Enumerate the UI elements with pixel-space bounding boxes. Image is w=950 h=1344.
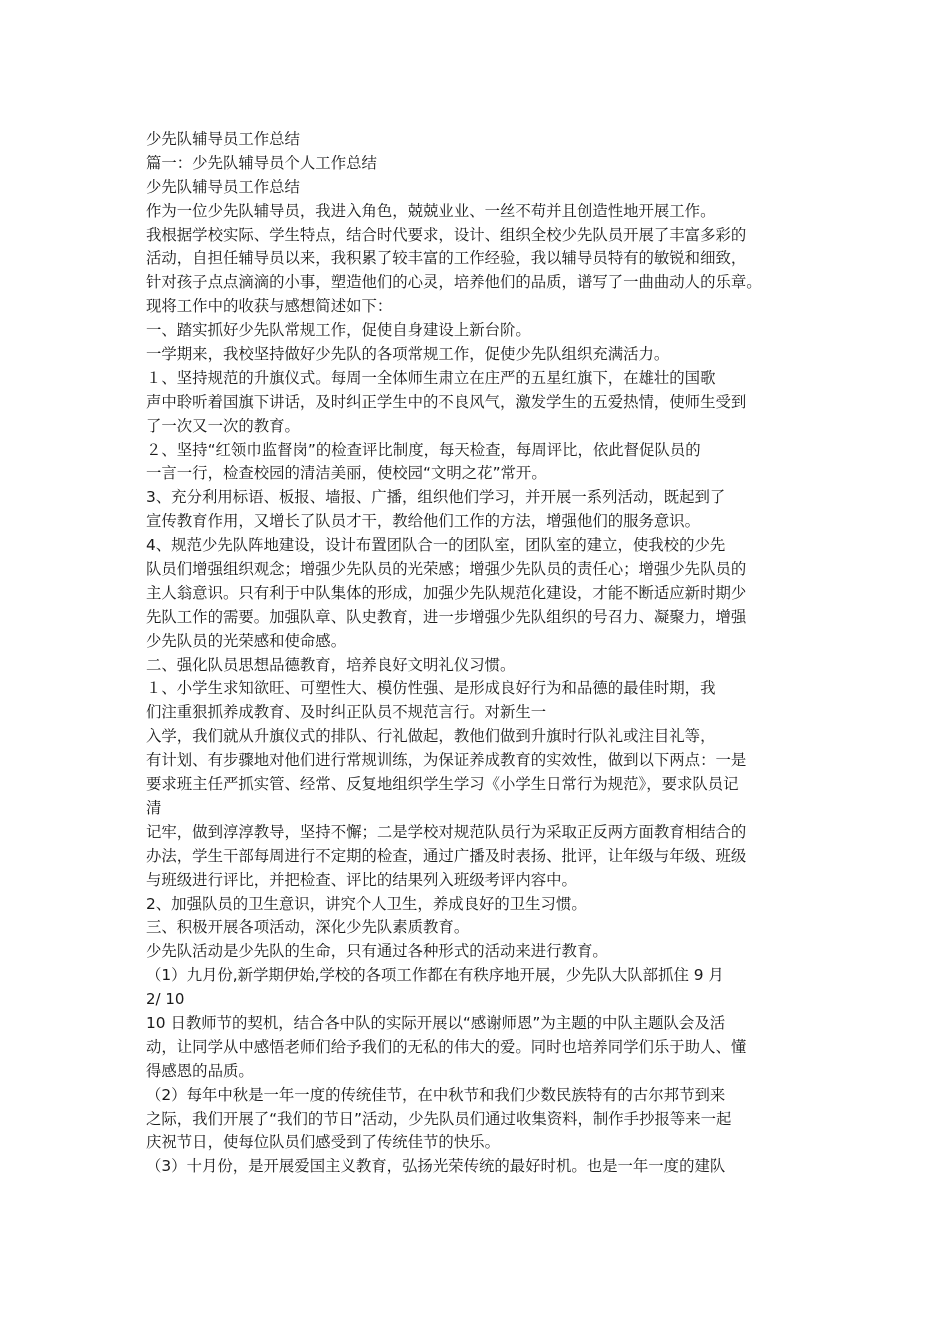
text-line: 入学，我们就从升旗仪式的排队、行礼做起，教他们做到升旗时行队礼或注目礼等， (146, 727, 716, 746)
text-line: 得感恩的品质。 (146, 1061, 254, 1080)
text-line: 清 (146, 798, 162, 817)
text-line: 记牢，做到淳淳教导，坚持不懈；二是学校对规范队员行为采取正反两方面教育相结合的 (146, 822, 747, 841)
section-heading: 篇一：少先队辅导员个人工作总结 (146, 153, 377, 172)
text-line: 活动，自担任辅导员以来，我积累了较丰富的工作经验，我以辅导员特有的敏锐和细致， (146, 249, 747, 268)
text-line: 2、加强队员的卫生意识，讲究个人卫生，养成良好的卫生习惯。 (146, 894, 587, 913)
text-line: 针对孩子点点滴滴的小事，塑造他们的心灵，培养他们的品质，谱写了一曲曲动人的乐章。 (146, 273, 762, 292)
section-heading: 一、踏实抓好少先队常规工作，促使自身建设上新台阶。 (146, 321, 531, 340)
text-line: 主人翁意识。只有利于中队集体的形成，加强少先队规范化建设，才能不断适应新时期少 (146, 583, 747, 602)
text-line: 作为一位少先队辅导员，我进入角色，兢兢业业、一丝不苟并且创造性地开展工作。 (146, 201, 716, 220)
text-line: 4、规范少先队阵地建设，设计布置团队合一的团队室，团队室的建立，使我校的少先 (146, 536, 726, 555)
text-line: １、坚持规范的升旗仪式。每周一全体师生肃立在庄严的五星红旗下，在雄壮的国歌 (146, 368, 716, 387)
text-line: １、小学生求知欲旺、可塑性大、模仿性强、是形成良好行为和品德的最佳时期，我 (146, 679, 716, 698)
document-title: 少先队辅导员工作总结 (146, 130, 300, 148)
text-line: 之际，我们开展了“我们的节日”活动，少先队员们通过收集资料，制作手抄报等来一起 (146, 1109, 732, 1128)
text-line: 宣传教育作用，又增长了队员才干，教给他们工作的方法，增强他们的服务意识。 (146, 512, 701, 531)
text-line: 一学期来，我校坚持做好少先队的各项常规工作，促使少先队组织充满活力。 (146, 345, 670, 364)
text-line: 少先队员的光荣感和使命感。 (146, 631, 347, 650)
text-line: 办法，学生干部每周进行不定期的检查，通过广播及时表扬、批评，让年级与年级、班级 (146, 846, 747, 865)
section-heading: 三、积极开展各项活动，深化少先队素质教育。 (146, 918, 470, 937)
text-line: 现将工作中的收获与感想简述如下： (146, 297, 393, 316)
text-line: 有计划、有步骤地对他们进行常规训练，为保证养成教育的实效性，做到以下两点：一是 (146, 751, 747, 770)
text-line: 们注重狠抓养成教育、及时纠正队员不规范言行。对新生一 (146, 703, 547, 722)
text-line: 声中聆听着国旗下讲话，及时纠正学生中的不良风气，激发学生的五爱热情，使师生受到 (146, 392, 747, 411)
text-line: 我根据学校实际、学生特点，结合时代要求，设计、组织全校少先队员开展了丰富多彩的 (146, 225, 747, 244)
text-line: 队员们增强组织观念；增强少先队员的光荣感；增强少先队员的责任心；增强少先队员的 (146, 560, 747, 579)
document-body (146, 128, 814, 1179)
text-line: 10 日教师节的契机，结合各中队的实际开展以“感谢师恩”为主题的中队主题队会及活 (146, 1013, 726, 1032)
text-line: 一言一行，检查校园的清洁美丽，使校园“文明之花”常开。 (146, 464, 547, 483)
text-line: 动，让同学从中感悟老师们给予我们的无私的伟大的爱。同时也培养同学们乐于助人、懂 (146, 1037, 747, 1056)
text-line: （1）九月份,新学期伊始,学校的各项工作都在有秩序地开展，少先队大队部抓住 9 月 (146, 966, 724, 985)
text-line: 先队工作的需要。加强队章、队史教育，进一步增强少先队组织的号召力、凝聚力，增强 (146, 607, 747, 626)
text-line: 庆祝节日，使每位队员们感受到了传统佳节的快乐。 (146, 1133, 500, 1152)
section-heading: 二、强化队员思想品德教育，培养良好文明礼仪习惯。 (146, 655, 516, 674)
text-line: （2）每年中秋是一年一度的传统佳节，在中秋节和我们少数民族特有的古尔邦节到来 (146, 1085, 726, 1104)
text-line: 与班级进行评比，并把检查、评比的结果列入班级考评内容中。 (146, 870, 577, 889)
page-number: 2/ 10 (146, 990, 185, 1009)
text-line: 少先队活动是少先队的生命，只有通过各种形式的活动来进行教育。 (146, 942, 608, 961)
text-line: 了一次又一次的教育。 (146, 416, 300, 435)
text-line: （3）十月份，是开展爱国主义教育，弘扬光荣传统的最好时机。也是一年一度的建队 (146, 1157, 726, 1176)
text-line: 要求班主任严抓实管、经常、反复地组织学生学习《小学生日常行为规范》，要求队员记 (146, 775, 739, 794)
subsection-title: 少先队辅导员工作总结 (146, 177, 300, 196)
text-line: ２、坚持“红领巾监督岗”的检查评比制度，每天检查，每周评比，依此督促队员的 (146, 440, 701, 459)
text-line: 3、充分利用标语、板报、墙报、广播，组织他们学习，并开展一系列活动，既起到了 (146, 488, 726, 507)
